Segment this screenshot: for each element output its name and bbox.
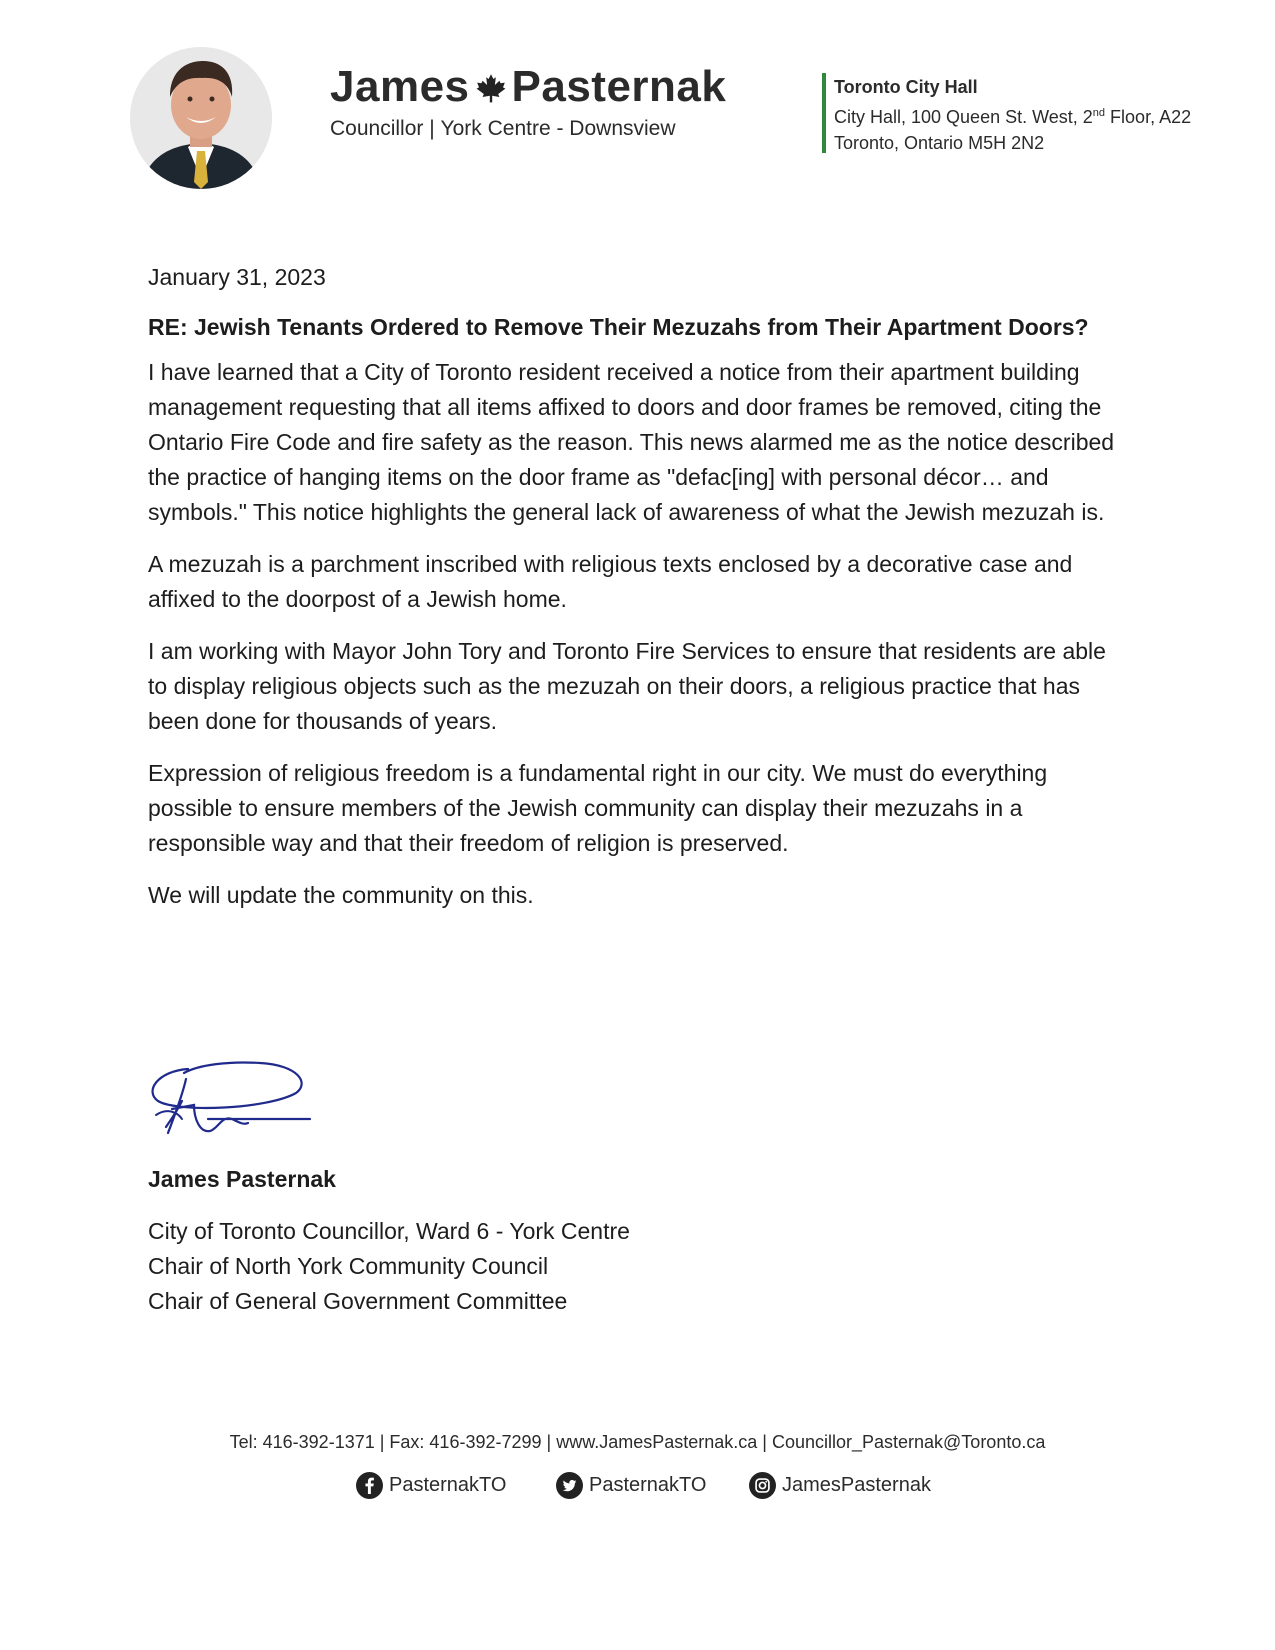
title-line: Chair of North York Community Council xyxy=(148,1253,549,1279)
handwritten-signature xyxy=(148,1057,323,1147)
title-line: Chair of General Government Committee xyxy=(148,1288,568,1314)
address-line-1-start: City Hall, 100 Queen St. West, 2 xyxy=(834,107,1093,127)
letter-subject: RE: Jewish Tenants Ordered to Remove Their Mezuzahs from Their Apartment Doors? xyxy=(148,314,1089,340)
address-line-1 xyxy=(834,100,1191,130)
address-accent-bar xyxy=(822,73,826,153)
facebook-handle: PasternakTO xyxy=(389,1474,507,1496)
contact-line: Tel: 416-392-1371 | Fax: 416-392-7299 | www.JamesPasternak.ca | Councillor_Pasternak@Toronto.ca xyxy=(229,1432,1046,1452)
role-label: Councillor xyxy=(330,117,424,140)
first-name: James xyxy=(330,62,470,111)
ward-label: York Centre - Downsview xyxy=(440,117,676,140)
paragraph: I have learned that a City of Toronto resident received a notice from their apartment building management requesting that all items affixed to doors and door frames be removed, citing the Ontario Fire Code and fire safety as the reason. This news alarmed me as the notice described the practice of hanging items on the door frame as "defac[ing] with personal décor… and symbols." This notice highlights the general lack of awareness of what the Jewish mezuzah is. xyxy=(148,359,1115,525)
facebook-icon xyxy=(356,1472,383,1499)
paragraph: We will update the community on this. xyxy=(148,882,534,908)
councillor-photo xyxy=(130,47,272,189)
last-name: Pasternak xyxy=(511,62,727,111)
portrait-image xyxy=(130,47,272,189)
address-line-1-end: Floor, A22 xyxy=(1105,107,1192,127)
twitter-link[interactable] xyxy=(556,1472,706,1499)
twitter-icon xyxy=(556,1472,583,1499)
councillor-name-logo xyxy=(330,62,726,112)
address-line-1-sup: nd xyxy=(1092,107,1106,119)
paragraph: I am working with Mayor John Tory and Toronto Fire Services to ensure that residents are able to display religious objects such as the mezuzah on their doors, a religious practice that has been done for thousands of years. xyxy=(148,638,1106,734)
social-links xyxy=(0,1472,1275,1506)
maple-leaf-icon xyxy=(476,73,506,103)
letter-body xyxy=(148,262,1128,930)
office-address xyxy=(834,74,1191,156)
signatory-titles xyxy=(148,1214,630,1319)
facebook-link[interactable] xyxy=(356,1472,506,1499)
letter-date: January 31, 2023 xyxy=(148,264,326,290)
paragraph: A mezuzah is a parchment inscribed with religious texts enclosed by a decorative case and affixed to the doorpost of a Jewish home. xyxy=(148,551,1073,612)
office-title: Toronto City Hall xyxy=(834,77,978,97)
instagram-link[interactable] xyxy=(749,1472,931,1499)
title-line: City of Toronto Councillor, Ward 6 - York Centre xyxy=(148,1218,630,1244)
separator: | xyxy=(429,117,435,140)
signatory-name: James Pasternak xyxy=(148,1166,336,1192)
instagram-icon xyxy=(749,1472,776,1499)
instagram-handle: JamesPasternak xyxy=(782,1474,931,1496)
twitter-handle: PasternakTO xyxy=(589,1474,707,1496)
councillor-subtitle xyxy=(330,117,676,141)
paragraph: Expression of religious freedom is a fundamental right in our city. We must do everything possible to ensure members of the Jewish community can display their mezuzahs in a responsible way and that their freedom of religion is preserved. xyxy=(148,760,1048,856)
address-line-2: Toronto, Ontario M5H 2N2 xyxy=(834,133,1045,153)
